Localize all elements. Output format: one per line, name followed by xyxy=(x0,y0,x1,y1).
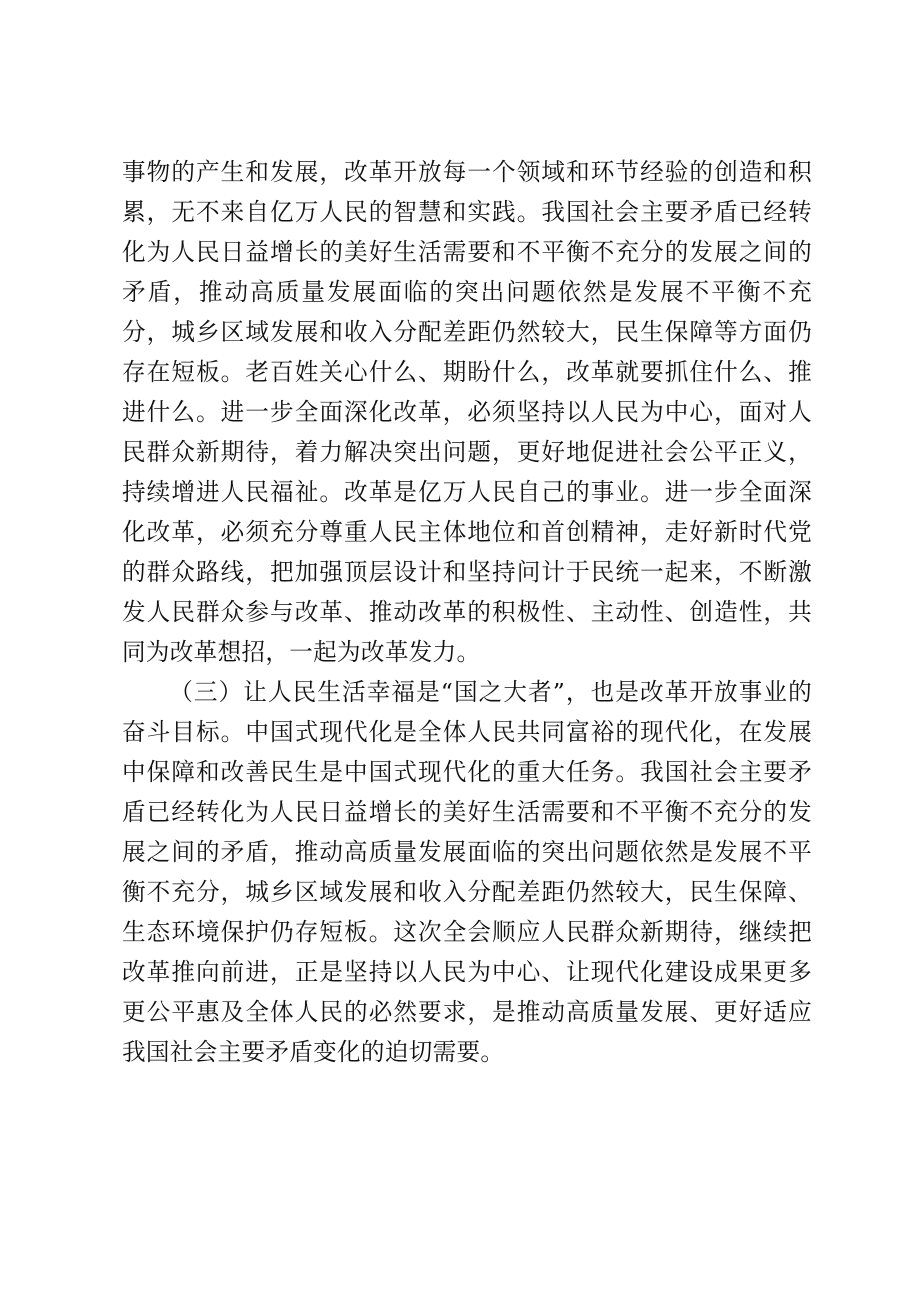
document-body xyxy=(122,152,812,1072)
paragraph-section-three: （三）让人民生活幸福是“国之大者”，也是改革开放事业的奋斗目标。中国式现代化是全体人民共同富裕的现代化，在发展中保障和改善民生是中国式现代化的重大任务。我国社会主要矛盾已经转化为人民日益增长的美好生活需要和不平衡不充分的发展之间的矛盾，推动高质量发展面临的突出问题依然是发展不平衡不充分，城乡区域发展和收入分配差距仍然较大，民生保障、生态环境保护仍存短板。这次全会顺应人民群众新期待，继续把改革推向前进，正是坚持以人民为中心、让现代化建设成果更多更公平惠及全体人民的必然要求，是推动高质量发展、更好适应我国社会主要矛盾变化的迫切需要。 xyxy=(122,678,812,1066)
paragraph-continuation: 事物的产生和发展，改革开放每一个领域和环节经验的创造和积累，无不来自亿万人民的智慧和实践。我国社会主要矛盾已经转化为人民日益增长的美好生活需要和不平衡不充分的发展之间的矛盾，推动高质量发展面临的突出问题依然是发展不平衡不充分，城乡区域发展和收入分配差距仍然较大，民生保障等方面仍存在短板。老百姓关心什么、期盼什么，改革就要抓住什么、推进什么。进一步全面深化改革，必须坚持以人民为中心，面对人民群众新期待，着力解决突出问题，更好地促进社会公平正义，持续增进人民福祉。改革是亿万人民自己的事业。进一步全面深化改革，必须充分尊重人民主体地位和首创精神，走好新时代党的群众路线，把加强顶层设计和坚持问计于民统一起来，不断激发人民群众参与改革、推动改革的积极性、主动性、创造性，共同为改革想招，一起为改革发力。 xyxy=(122,158,812,666)
